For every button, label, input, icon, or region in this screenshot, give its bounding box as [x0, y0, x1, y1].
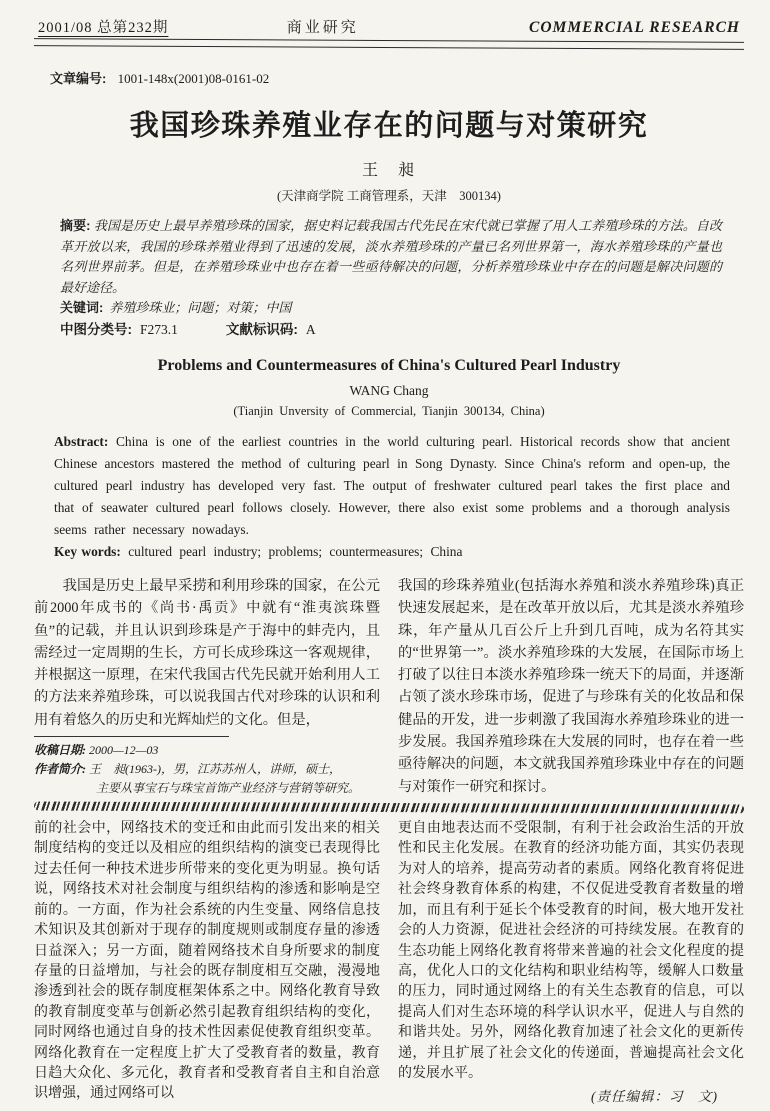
- abstract-chinese-label: 摘要:: [60, 218, 91, 233]
- doc-code-value: A: [305, 322, 316, 337]
- abstract-english-label: Abstract:: [54, 434, 109, 449]
- wavy-divider: [34, 802, 744, 814]
- clc-value: F273.1: [140, 322, 178, 337]
- footnote-rule: [34, 736, 229, 737]
- article-number-value: 1001-148x(2001)08-0161-02: [117, 71, 270, 86]
- affiliation-english: (Tianjin Unversity of Commercial, Tianjin 300134, China): [233, 404, 545, 418]
- author-chinese: 王 昶: [361, 162, 416, 179]
- received-date-label: 收稿日期:: [34, 743, 86, 758]
- journal-title-english: COMMERCIAL RESEARCH: [529, 19, 740, 36]
- abstract-chinese-text: 我国是历史上最早养殖珍珠的国家，据史料记载我国古代先民在宋代就已掌握了用人工养殖珍珠的方法。自改革开放以来，我国的珍珠养殖业得到了迅速的发展，淡水养殖珍珠的产量已名列世界第一，海水养殖珍珠的产量也名列世界前茅。但是，在养殖珍珠业中也存在着一些亟待解决的问题，分析养殖珍珠业中存在的问题是解决问题的最好途径。: [60, 218, 722, 295]
- received-date-value: 2000—12—03: [89, 743, 159, 758]
- pearl-right-column: [398, 575, 744, 798]
- affiliation-chinese: (天津商学院 工商管理系，天津 300134): [277, 189, 501, 203]
- keywords-chinese: [60, 298, 722, 318]
- article-title-english: Problems and Countermeasures of China's Cultured Pearl Industry: [157, 357, 621, 374]
- abstract-english: [54, 431, 730, 563]
- masthead-double-rule: [34, 38, 744, 50]
- author-english: WANG Chang: [349, 383, 429, 398]
- article-title-chinese: 我国珍珠养殖业存在的问题与对策研究: [129, 110, 649, 142]
- pearl-left-column: [34, 575, 380, 798]
- abstract-english-text: China is one of the earliest countries in the world culturing pearl. Historical records show that ancient Chinese ancestors mastered the method of culturing pearl in Song Dynasty. Since China's reform and open-up, the cultured pearl industry has developed very fast. The output of freshwater cultured pearl takes the first place and that of seawater cultured pearl follows closely. However, there also exist some problems and a thorough analysis seems rather necessary nowadays.: [54, 434, 730, 537]
- author-bio-label: 作者简介:: [34, 762, 86, 777]
- clc-label: 中图分类号:: [60, 322, 132, 337]
- classification-line: [60, 320, 722, 339]
- issue-number: 2001/08 总第232期: [38, 20, 169, 36]
- author-bio-text: 王 昶(1963-)，男，江苏苏州人，讲师，硕士，: [89, 762, 341, 777]
- received-date-line: [34, 741, 380, 760]
- footnote-block: [34, 736, 380, 798]
- pearl-right-paragraph: 我国的珍珠养殖业(包括海水养殖和淡水养殖珍珠)真正快速发展起来，是在改革开放以后，尤其是淡水养殖珍珠，年产量从几百公斤上升到几百吨，成为名符其实的“世界第一”。淡水养殖珍珠的大发展，在国际市场上打破了以往日本淡水养殖珍珠一统天下的局面，并逐渐占领了淡水珍珠市场，促进了与珍珠有关的化妆品和保健品的开发，进一步刺激了我国海水养殖珍珠业的进一步发展。我国养殖珍珠在大发展的同时，也存在着一些亟待解决的问题，本文就我国养殖珍珠业中存在的问题与对策作一研究和探讨。: [398, 578, 744, 795]
- keywords-chinese-text: 养殖珍珠业；问题；对策；中国: [109, 300, 292, 315]
- network-left-paragraph: 前的社会中，网络技术的变迁和由此而引发出来的相关制度结构的变迁以及相应的组织结构的演变已表现得比过去任何一种技术进步所带来的变化更为明显。换句话说，网络技术对社会制度与组织结构的渗透和影响是空前的。一方面，作为社会系统的内生变量、网络信息技术知识及其创新对于现存的制度规则或制度存量的渗透日益深入；另一方面，随着网络技术自身所要求的制度存量的日益增加，与社会的既存制度相互交融，漫漫地渗透到社会的既存制度框架体系之中。网络化教育导致的教育制度变革与创新必然引起教育组织结构的变化，同时网络也通过自身的技术性因素促使教育组织变革。网络化教育在一定程度上扩大了受教育者的数量，教育日趋大众化、多元化，教育者和受教育者自主和自治意识增强，通过网络可以: [34, 821, 380, 1102]
- article-number-line: [34, 68, 744, 87]
- author-bio-line2: 主要从事宝石与珠宝首饰产业经济与营销等研究。: [96, 781, 361, 796]
- keywords-english-label: Key words:: [54, 544, 121, 559]
- keywords-english-text: cultured pearl industry; problems; countermeasures; China: [128, 544, 463, 559]
- author-bio-line: [34, 760, 380, 779]
- network-right-column: [398, 819, 744, 1105]
- network-left-column: [34, 819, 380, 1102]
- body-columns-network: [34, 819, 744, 1105]
- article-number-label: 文章编号:: [50, 71, 107, 86]
- journal-masthead: [34, 16, 744, 37]
- journal-title-chinese: 商业研究: [286, 20, 359, 36]
- body-columns-pearl: [34, 575, 744, 798]
- keywords-chinese-label: 关键词:: [60, 300, 104, 315]
- doc-code-label: 文献标识码:: [225, 322, 298, 337]
- network-right-paragraph: 更自由地表达而不受限制，有利于社会政治生活的开放性和民主化发展。在教育的经济功能方面，其实仍表现为对人的培养，提高劳动者的素质。网络化教育将促进社会终身教育体系的构建，不仅促进受教育者数量的增加，而且有利于延长个体受教育的时间，极大地开发社会的人力资源，促进社会经济的可持续发展。在教育的生态功能上网络化教育将带来普遍的社会文化程度的提高，优化人口的文化结构和职业结构等，缓解人口数量的压力，同时通过网络上的有关生态教育的信息，可以提高人们对生态环境的科学认识水平，促进人与自然的和谐共处。另外，网络化教育加速了社会文化的更新传递，并且扩展了社会文化的传递面，普遍提高社会文化的发展水平。: [398, 821, 744, 1081]
- responsible-editor-note: (责任编辑：习 文): [591, 1089, 718, 1105]
- abstract-chinese: [60, 216, 722, 298]
- pearl-left-paragraph: 我国是历史上最早采捞和利用珍珠的国家，在公元前2000年成书的《尚书·禹贡》中就有“淮夷滨珠暨鱼”的记载，并且认识到珍珠是产于海中的蚌壳内，且需经过一定周期的生长，方可长成珍珠这一客观规律，并根据这一原理，在宋代我国古代先民就开始利用人工的方法来养殖珍珠，可以说我国古代对珍珠的认识和利用有着悠久的历史和光辉灿烂的文化。但是，: [34, 578, 380, 728]
